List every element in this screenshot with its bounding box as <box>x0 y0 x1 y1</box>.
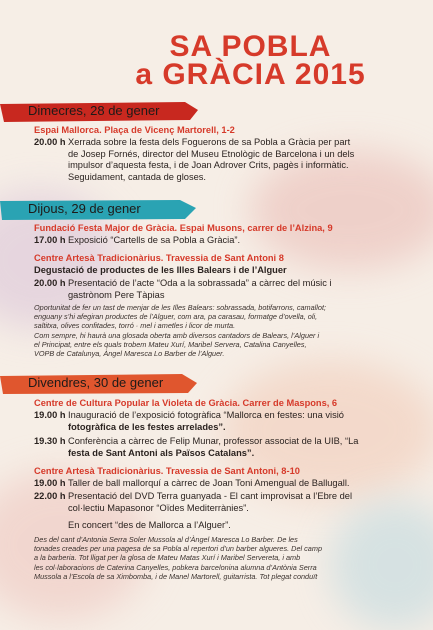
event-line: impulsor d’aquesta festa, i de Joan Adrover Crits, pagès i informàtic. <box>68 160 349 171</box>
note-line: el Principat, entre els quals trobem Mateu Xurí, Maribel Servera, Catalina Canyelles, <box>34 339 307 349</box>
event-row <box>34 410 415 433</box>
note-line: Oportunitat de fer un tast de menjar de les Illes Balears: sobrassada, botifarrons, camallot; <box>34 303 327 312</box>
note-line: Com sempre, hi haurà una glosada oberta amb diversos cantadors de Balears, l’Alguer i <box>34 330 320 340</box>
venue-name: Centre Artesà Tradicionàrius. Travessia de Sant Antoni, 8-10 <box>34 466 300 476</box>
day-label: Dijous, 29 de gener <box>28 201 141 216</box>
event-line: Inauguració de l’exposició fotogràfica “Mallorca en festes: una visió <box>68 410 344 420</box>
event-time: 19.30 h <box>34 436 66 446</box>
event-time: 20.00 h <box>34 278 66 288</box>
day-banner <box>0 100 200 124</box>
event-row <box>34 278 415 301</box>
note-line: Mussola a l’Escola de sa Ximbomba, i de Manel Martorell, guitarrista. Tot plegat conduït <box>34 571 318 581</box>
event-line: de Josep Fornés, director del Museu Etnològic de Barcelona i un dels <box>68 148 355 159</box>
concert-row <box>34 520 415 532</box>
venue-name: Fundació Festa Major de Gràcia. Espai Musons, carrer de l’Alzina, 9 <box>34 223 333 233</box>
day-banner <box>0 198 200 222</box>
event-time: 22.00 h <box>34 491 66 501</box>
note-line: VOPB de Catalunya, Àngel Maresca Lo Barber de l’Alguer. <box>34 349 225 359</box>
event-line: Presentació del DVD Terra guanyada - El cant improvisat a l’Ebre del <box>68 491 353 501</box>
note-line: les col·laboracions de Caterina Canyelles, pobkera barcelonina alumna d’Antònia Serra <box>34 562 317 572</box>
note-line: saltitxa, olives confitades, torró · mel i ametles i licor de murta. <box>34 321 236 331</box>
event-row <box>34 235 415 247</box>
note-line: enguany s’hi afegiran productes de l’Alguer, com ara, pa carasau, formatge d’ovella, oli, <box>34 312 318 322</box>
poster-title-year: 2015 <box>294 58 366 91</box>
event-note <box>34 535 413 581</box>
concert-title: En concert “des de Mallorca a l’Alguer”. <box>68 520 231 530</box>
event-row <box>34 491 415 514</box>
event-line: Taller de ball mallorquí a càrrec de Joan Toni Amengual de Ballugall. <box>68 478 350 488</box>
poster-title-place: a GRÀCIA <box>135 58 286 91</box>
venue-name: Centre de Cultura Popular la Violeta de Gràcia. Carrer de Maspons, 6 <box>34 398 338 408</box>
event-line: fotogràfica de les festes arrelades”. <box>68 421 226 432</box>
event-row <box>34 478 415 490</box>
day-label: Divendres, 30 de gener <box>28 375 164 390</box>
venue-name: Centre Artesà Tradicionàrius. Travessia de Sant Antoni 8 <box>34 253 284 263</box>
venue-heading: Degustació de productes de les Illes Balears i de l’Alguer <box>34 265 287 275</box>
event-time: 17.00 h <box>34 235 66 245</box>
day-banner <box>0 372 200 396</box>
poster-title-line2 <box>34 58 433 92</box>
event-time: 19.00 h <box>34 410 66 420</box>
event-line: gastrònom Pere Tàpias <box>68 289 165 300</box>
event-row <box>34 436 415 459</box>
event-line: festa de Sant Antoni als Països Catalans”. <box>68 447 255 458</box>
note-line: tonades creades per una pagesa de sa Pobla al repertori d’un barber algueres. Del camp <box>34 544 323 554</box>
note-line: a la barberia. Tot lligat per la glosa de Mateu Matas Xurí i Maribel Servereta, i amb <box>34 553 301 563</box>
event-line: Xerrada sobre la festa dels Foguerons de sa Pobla a Gràcia per part <box>68 137 351 147</box>
note-line: Des del cant d’Antonia Serra Soler Mussola al d’Àngel Maresca Lo Barber. De les <box>34 535 298 544</box>
poster-title-line1: SA POBLA <box>169 30 332 63</box>
event-line: Presentació de l’acte “Oda a la sobrassada” a càrrec del músic i <box>68 278 332 288</box>
event-time: 20.00 h <box>34 137 66 147</box>
event-line: Seguidament, cantada de gloses. <box>68 171 207 182</box>
event-line: Conferència a càrrec de Felip Munar, professor associat de la UIB, “La <box>68 436 359 446</box>
event-time: 19.00 h <box>34 478 66 488</box>
day-label: Dimecres, 28 de gener <box>28 103 160 118</box>
event-line: col·lectiu Mapasonor “Oïdes Mediterrànies”. <box>68 502 249 513</box>
venue-name: Espai Mallorca. Plaça de Vicenç Martorell, 1-2 <box>34 125 235 135</box>
event-note <box>34 303 413 358</box>
event-row <box>34 137 415 183</box>
event-line: Exposició “Cartells de sa Pobla a Gràcia”. <box>68 235 241 245</box>
